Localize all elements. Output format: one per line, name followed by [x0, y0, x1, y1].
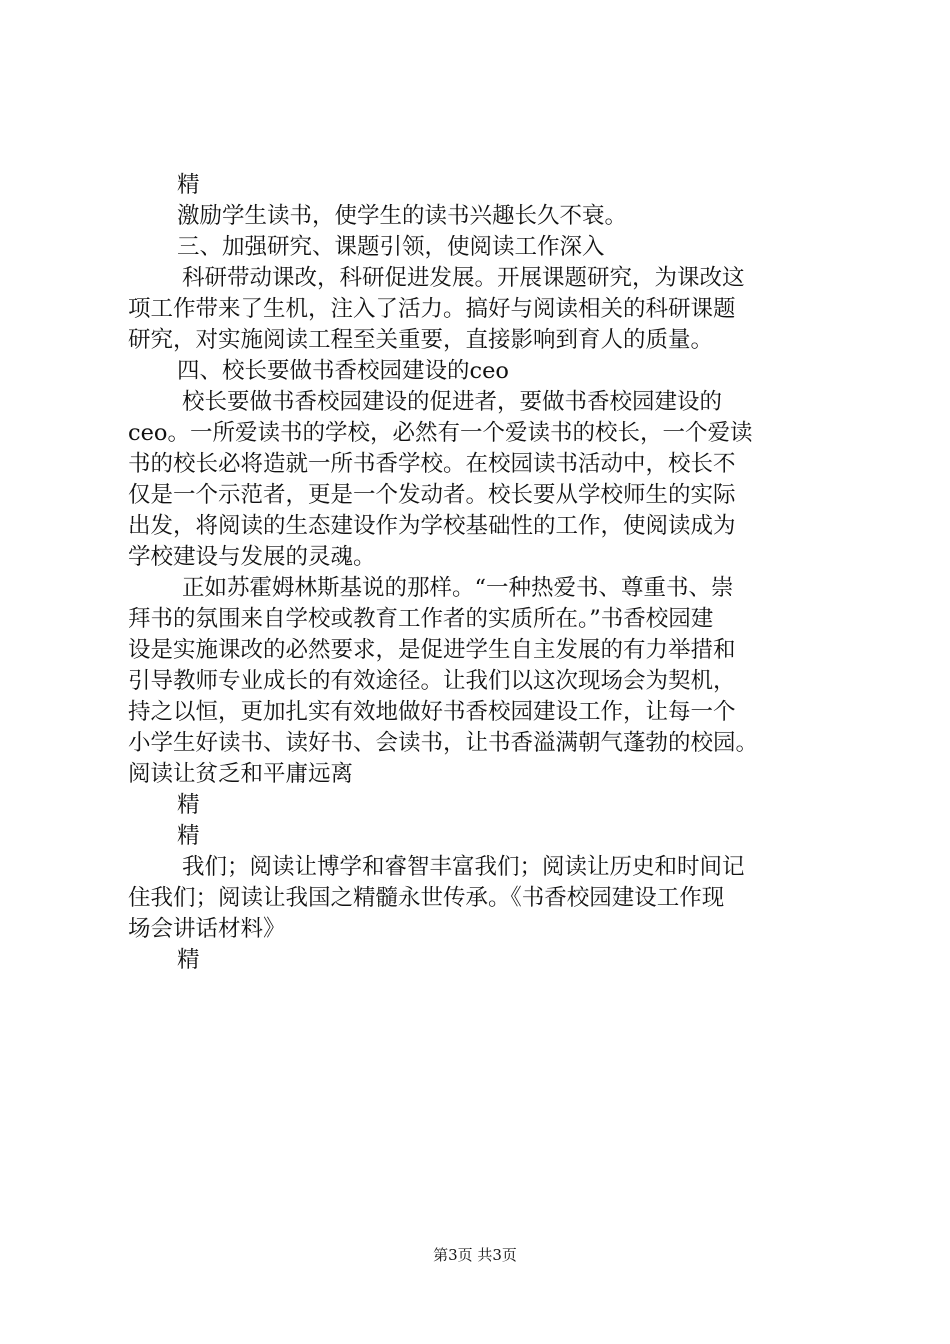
- text-line: 出发，将阅读的生态建设作为学校基础性的工作，使阅读成为: [128, 513, 736, 539]
- section-heading: 四、校长要做书香校园建设的ceo: [177, 358, 509, 384]
- text-line: 引导教师专业成长的有效途径。让我们以这次现场会为契机，: [128, 668, 736, 694]
- page-footer: [0, 1244, 950, 1266]
- text-line: 阅读让贫乏和平庸远离: [128, 761, 354, 787]
- section-heading: 三、加强研究、课题引领，使阅读工作深入: [177, 234, 605, 260]
- text-line: 学校建设与发展的灵魂。: [128, 544, 376, 570]
- text-line: 我们；阅读让博学和睿智丰富我们；阅读让历史和时间记: [182, 854, 745, 880]
- document-body: [128, 170, 828, 976]
- text-line: 持之以恒，更加扎实有效地做好书香校园建设工作，让每一个: [128, 699, 736, 725]
- text-line: 精: [177, 947, 200, 973]
- text-line: 激励学生读书，使学生的读书兴趣长久不衰。: [177, 203, 628, 229]
- text-line: 小学生好读书、读好书、会读书，让书香溢满朝气蓬勃的校园。: [128, 730, 759, 756]
- text-line: 仅是一个示范者，更是一个发动者。校长要从学校师生的实际: [128, 482, 736, 508]
- text-line: 设是实施课改的必然要求，是促进学生自主发展的有力举措和: [128, 637, 736, 663]
- text-line: 研究，对实施阅读工程至关重要，直接影响到育人的质量。: [128, 327, 714, 353]
- text-line: 书的校长必将造就一所书香学校。在校园读书活动中，校长不: [128, 451, 736, 477]
- text-line: 正如苏霍姆林斯基说的那样。“一种热爱书、尊重书、崇: [182, 575, 734, 601]
- text-line: 精: [177, 823, 200, 849]
- text-line: 拜书的氛围来自学校或教育工作者的实质所在。”书香校园建: [128, 606, 714, 632]
- text-line: 精: [177, 792, 200, 818]
- text-line: 场会讲话材料》: [128, 916, 286, 942]
- text-line: 住我们；阅读让我国之精髓永世传承。《书香校园建设工作现: [128, 885, 725, 911]
- text-line: 科研带动课改，科研促进发展。开展课题研究，为课改这: [182, 265, 745, 291]
- page-number-label: 第3页 共3页: [433, 1246, 517, 1264]
- text-line: 精: [177, 172, 200, 198]
- text-line: ceo。一所爱读书的学校，必然有一个爱读书的校长，一个爱读: [128, 420, 753, 446]
- text-line: 校长要做书香校园建设的促进者，要做书香校园建设的: [182, 389, 723, 415]
- text-line: 项工作带来了生机，注入了活力。搞好与阅读相关的科研课题: [128, 296, 736, 322]
